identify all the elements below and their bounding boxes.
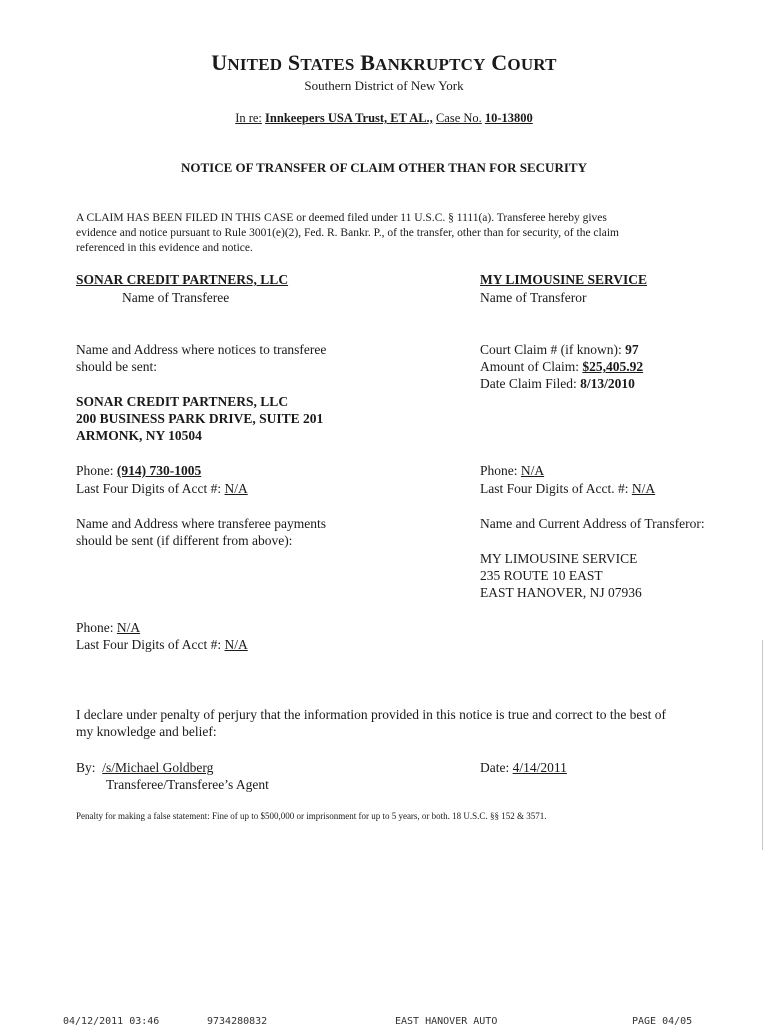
transferee-phone: Phone: (914) 730-1005 [76,463,202,478]
notice-title: NOTICE OF TRANSFER OF CLAIM OTHER THAN FOR SECURITY [181,160,587,175]
declaration-date: Date: 4/14/2011 [480,760,567,775]
transferee-address: SONAR CREDIT PARTNERS, LLC 200 BUSINESS PARK DRIVE, SUITE 201 ARMONK, NY 10504 [76,394,324,443]
payment-acct: Last Four Digits of Acct #: N/A [76,637,248,652]
transferee-acct: Last Four Digits of Acct #: N/A [76,481,248,496]
transferee-name-caption: Name of Transferee [122,290,230,305]
transferor-name: MY LIMOUSINE SERVICE [480,272,648,287]
transferor-phone: Phone: N/A [480,463,545,478]
declaration-text: I declare under penalty of perjury that the information provided in this notice is true and correct to the best of my knowledge and belief: [76,707,667,739]
case-caption: In re: Innkeepers USA Trust, ET AL., Case No. 10-13800 [235,111,533,125]
claim-amount: Amount of Claim: $25,405.92 [480,359,644,374]
notice-address-label: Name and Address where notices to transferee should be sent: [76,342,327,374]
court-district: Southern District of New York [304,78,464,93]
fax-sender: EAST HANOVER AUTO [395,1016,498,1027]
signature-line: By: /s/Michael Goldberg [76,760,214,775]
debtor-name: Innkeepers USA Trust, ET AL., [265,111,433,125]
transferor-address-label: Name and Current Address of Transferor: [480,516,705,531]
transferor-address: MY LIMOUSINE SERVICE 235 ROUTE 10 EAST EAST HANOVER, NJ 07936 [480,551,642,600]
scan-edge-line [762,640,763,850]
transferor-acct: Last Four Digits of Acct. #: N/A [480,481,656,496]
case-number: 10-13800 [484,111,533,125]
fax-phone: 9734280832 [207,1016,268,1027]
transferor-name-caption: Name of Transferor [480,290,587,305]
claim-date-filed: Date Claim Filed: 8/13/2010 [480,376,635,391]
signer-caption: Transferee/Transferee’s Agent [106,777,269,792]
payment-address-label: Name and Address where transferee payments should be sent (if different from above): [76,516,327,548]
court-title: UNITED STATES BANKRUPTCY COURT [211,50,557,75]
transferee-name: SONAR CREDIT PARTNERS, LLC [76,272,289,287]
fax-page: PAGE 04/05 [632,1016,693,1027]
court-claim-number: Court Claim # (if known): 97 [480,342,639,357]
payment-phone: Phone: N/A [76,620,141,635]
signature: /s/Michael Goldberg [102,760,214,775]
intro-paragraph: A CLAIM HAS BEEN FILED IN THIS CASE or deemed filed under 11 U.S.C. § 1111(a). Transferee hereby gives evidence and notice pursuant to Rule 3001(e)(2), Fed. R. Bankr. P., of the transfer, other than for security, of the claim referenced in this evidence and notice. [76,212,619,254]
fax-datetime: 04/12/2011 03:46 [63,1016,160,1027]
penalty-notice: Penalty for making a false statement: Fine of up to $500,000 or imprisonment for up to 5 years, or both. 18 U.S.C. §§ 152 & 3571. [76,811,547,821]
